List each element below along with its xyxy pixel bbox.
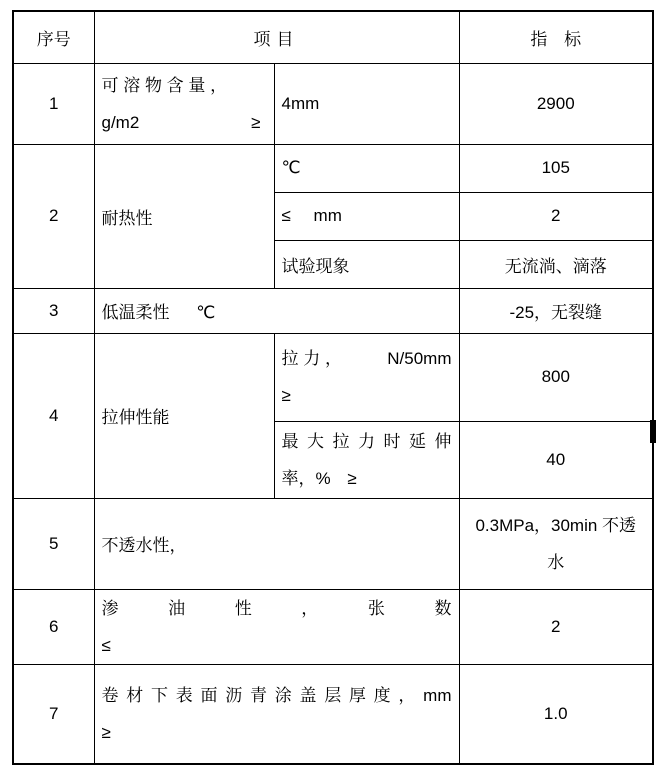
- row6-item-line1: 渗 油 性 ， 张 数: [101, 598, 452, 618]
- gte-symbol: ≥: [251, 112, 261, 132]
- row2-val1: 105: [459, 144, 653, 192]
- row4-sub1-unit: N/50mm: [387, 349, 452, 368]
- table-border-handle-mark: [650, 420, 656, 443]
- header-col-index: 指 标: [459, 11, 653, 63]
- row6-value: 2: [459, 589, 653, 664]
- table-row-7: [13, 664, 653, 764]
- table-row-5: [13, 498, 653, 589]
- row4-sub1-label: 拉 力 ，: [281, 349, 342, 368]
- spec-table: [12, 10, 654, 765]
- row2-sub3: 试验现象: [274, 240, 459, 288]
- row2-sub1: ℃: [274, 144, 459, 192]
- table-row-1: [13, 63, 653, 144]
- row5-value: [459, 498, 653, 589]
- gte-symbol: ≥: [281, 386, 291, 405]
- row5-value-line2: 水: [547, 552, 565, 572]
- row1-item-unit: g/m2: [101, 112, 140, 132]
- row1-subitem: 4mm: [274, 63, 459, 144]
- row1-no: 1: [13, 63, 94, 144]
- header-row: [13, 11, 653, 63]
- row6-no: 6: [13, 589, 94, 664]
- table-row-2a: [13, 144, 653, 192]
- lte-symbol: ≤: [101, 635, 111, 655]
- header-col-no: 序号: [13, 11, 94, 63]
- row5-no: 5: [13, 498, 94, 589]
- row1-item: [94, 63, 274, 144]
- row4-no: 4: [13, 333, 94, 498]
- row3-value: -25，无裂缝: [459, 288, 653, 333]
- row3-no: 3: [13, 288, 94, 333]
- row4-sub2-line2: 率，% ≥: [281, 468, 357, 488]
- row7-item-line1: 卷 材 下 表 面 沥 青 涂 盖 层 厚 度 ， mm: [101, 685, 452, 705]
- row1-item-line2: [102, 104, 267, 141]
- table-row-3: [13, 288, 653, 333]
- row3-item: 低温柔性 ℃: [94, 288, 459, 333]
- row2-no: 2: [13, 144, 94, 288]
- table-row-6: [13, 589, 653, 664]
- row1-item-line1: 可 溶 物 含 量 ，: [101, 75, 228, 95]
- table-row-4a: [13, 333, 653, 421]
- row4-val1: 800: [459, 333, 653, 421]
- row7-no: 7: [13, 664, 94, 764]
- row4-sub1-line1: [282, 340, 452, 377]
- spec-document: [12, 10, 654, 765]
- row2-item: 耐热性: [94, 144, 274, 288]
- row4-item: 拉伸性能: [94, 333, 274, 498]
- row7-item: [94, 664, 459, 764]
- row5-value-line1: 0.3MPa，30min 不透: [475, 515, 637, 535]
- header-col-item: 项目: [94, 11, 459, 63]
- row2-val2: 2: [459, 192, 653, 240]
- row4-val2: 40: [459, 421, 653, 498]
- row1-value: 2900: [459, 63, 653, 144]
- row4-sub2: [274, 421, 459, 498]
- row2-sub2: ≤ mm: [274, 192, 459, 240]
- row4-sub2-line1: 最 大 拉 力 时 延 伸: [281, 431, 452, 451]
- row2-val3: 无流淌、滴落: [459, 240, 653, 288]
- row4-sub1: [274, 333, 459, 421]
- row5-item: 不透水性，: [94, 498, 459, 589]
- row6-item: [94, 589, 459, 664]
- gte-symbol: ≥: [101, 722, 111, 742]
- row7-value: 1.0: [459, 664, 653, 764]
